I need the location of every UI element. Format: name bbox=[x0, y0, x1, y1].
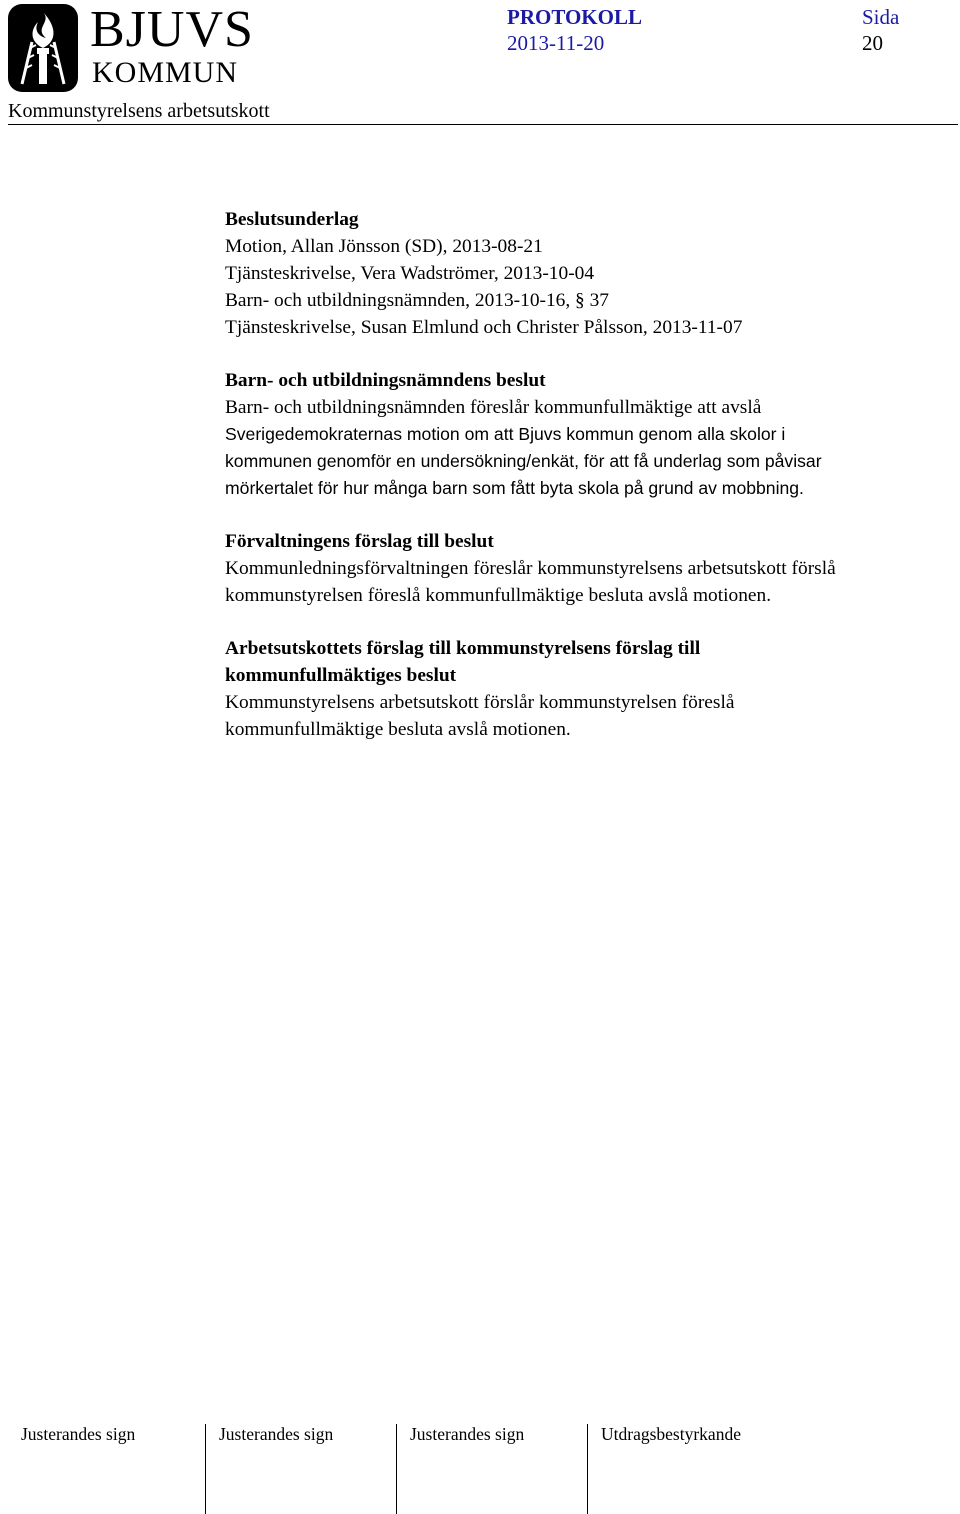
paragraph-line: mörkertalet för hur många barn som fått byta skola på grund av mobbning. bbox=[225, 478, 804, 498]
list-item: Motion, Allan Jönsson (SD), 2013-08-21 bbox=[225, 236, 543, 257]
signature-footer bbox=[8, 1424, 958, 1514]
section-board-decision bbox=[225, 367, 955, 502]
section-committee-proposal bbox=[225, 635, 955, 743]
section-heading: kommunfullmäktiges beslut bbox=[225, 665, 457, 686]
logo-name: BJUVS bbox=[90, 1, 254, 58]
paragraph-line: Barn- och utbildningsnämnden föreslår kommunfullmäktige att avslå bbox=[225, 397, 762, 418]
section-heading: Arbetsutskottets förslag till kommunstyrelsens förslag till bbox=[225, 638, 701, 659]
list-item: Barn- och utbildningsnämnden, 2013-10-16, § 37 bbox=[225, 290, 609, 311]
document-body bbox=[225, 206, 955, 769]
signature-label: Justerandes sign bbox=[219, 1424, 334, 1444]
paragraph-line: Sverigedemokraternas motion om att Bjuvs kommun genom alla skolor i bbox=[225, 424, 786, 444]
document-type: PROTOKOLL bbox=[507, 5, 642, 29]
page-label: Sida bbox=[862, 5, 900, 29]
document-date: 2013-11-20 bbox=[507, 31, 605, 55]
logo-sub: KOMMUN bbox=[92, 56, 239, 89]
page-number: 20 bbox=[862, 31, 883, 55]
signature-label: Justerandes sign bbox=[410, 1424, 525, 1444]
paragraph-line: kommunfullmäktige besluta avslå motionen. bbox=[225, 719, 571, 740]
section-administration-proposal bbox=[225, 528, 955, 609]
signature-cell bbox=[205, 1424, 396, 1514]
municipality-logo bbox=[8, 1, 254, 94]
committee-name: Kommunstyrelsens arbetsutskott bbox=[8, 100, 270, 122]
signature-cell bbox=[396, 1424, 587, 1514]
section-heading: Beslutsunderlag bbox=[225, 209, 359, 230]
signature-cell bbox=[587, 1424, 958, 1514]
paragraph-line: Kommunledningsförvaltningen föreslår kommunstyrelsens arbetsutskott förslå bbox=[225, 558, 836, 579]
list-item: Tjänsteskrivelse, Susan Elmlund och Christer Pålsson, 2013-11-07 bbox=[225, 317, 743, 338]
section-decision-basis bbox=[225, 206, 955, 341]
paragraph-line: Kommunstyrelsens arbetsutskott förslår kommunstyrelsen föreslå bbox=[225, 692, 735, 713]
paragraph-line: kommunstyrelsen föreslå kommunfullmäktige besluta avslå motionen. bbox=[225, 585, 772, 606]
section-heading: Förvaltningens förslag till beslut bbox=[225, 531, 494, 552]
signature-label: Justerandes sign bbox=[21, 1424, 136, 1444]
list-item: Tjänsteskrivelse, Vera Wadströmer, 2013-10-04 bbox=[225, 263, 595, 284]
signature-label: Utdragsbestyrkande bbox=[601, 1424, 741, 1444]
header-divider bbox=[8, 124, 958, 125]
paragraph-line: kommunen genomför en undersökning/enkät, för att få underlag som påvisar bbox=[225, 451, 822, 471]
signature-cell bbox=[8, 1424, 205, 1514]
section-heading: Barn- och utbildningsnämndens beslut bbox=[225, 370, 546, 391]
